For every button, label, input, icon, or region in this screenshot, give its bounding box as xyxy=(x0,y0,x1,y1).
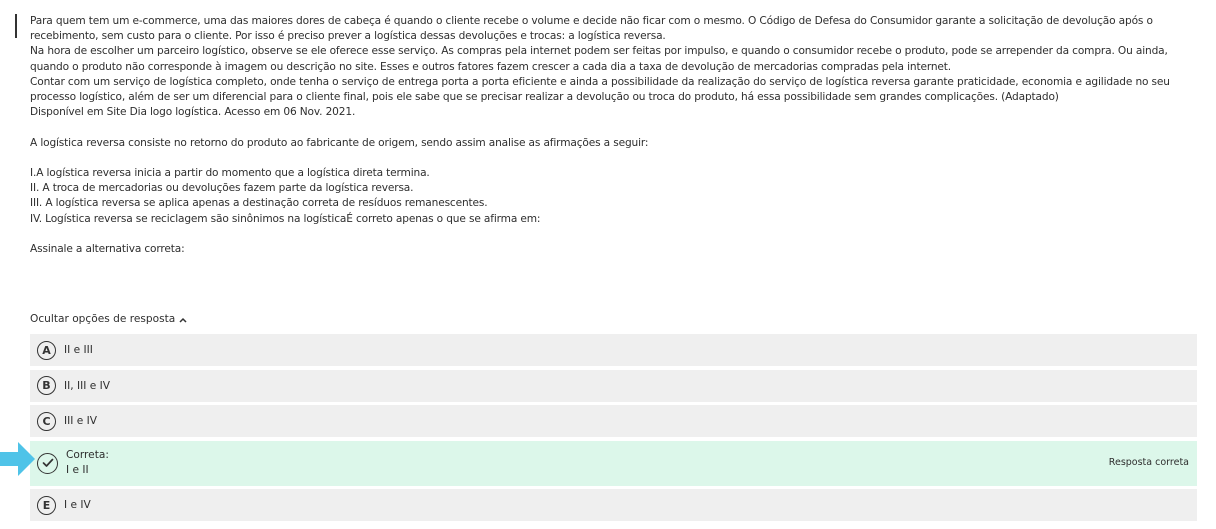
question-prompt: A logística reversa consiste no retorno do produto ao fabricante de origem, sendo assim analise as afirmações a seguir: xyxy=(30,136,649,149)
correct-answer-status: Resposta correta xyxy=(1108,456,1189,468)
source-citation: Disponível em Site Dia logo logística. Acesso em 06 Nov. 2021. xyxy=(30,106,356,119)
paragraph-3: Contar com um serviço de logística completo, onde tenha o serviço de entrega porta a porta eficiente e ainda a possibilidade da realização do serviço de logística reversa garante praticidade, economia e agilidade no seu processo logístico, além de ser um diferencial para o cliente final, pois ele sabe que se precisar realizar a devolução ou troca do produto, há essa possibilidade sem grandes complicações. (Adaptado) xyxy=(30,75,1170,104)
chevron-up-icon xyxy=(179,317,187,323)
statement-3: III. A logística reversa se aplica apenas a destinação correta de resíduos remanescentes. xyxy=(30,197,488,210)
option-text: I e IV xyxy=(64,499,91,511)
toggle-label: Ocultar opções de resposta xyxy=(30,313,176,325)
answer-options xyxy=(30,334,1197,525)
statement-2: II. A troca de mercadorias ou devoluções fazem parte da logística reversa. xyxy=(30,182,414,195)
statement-1: I.A logística reversa inicia a partir do momento que a logística direta termina. xyxy=(30,167,430,179)
option-e[interactable] xyxy=(30,489,1197,521)
option-letter-circle: A xyxy=(37,341,56,360)
option-letter-circle: B xyxy=(37,376,56,395)
option-text: II, III e IV xyxy=(64,379,110,392)
question-text xyxy=(30,14,1200,257)
correct-label: Correta: xyxy=(66,449,109,461)
arrow-right-icon xyxy=(0,440,36,482)
instruction: Assinale a alternativa correta: xyxy=(30,243,185,255)
option-letter-circle: E xyxy=(37,496,56,515)
option-text: III e IV xyxy=(64,415,97,427)
option-text: I e II xyxy=(66,464,89,476)
option-c[interactable] xyxy=(30,405,1197,437)
option-a[interactable] xyxy=(30,334,1197,366)
hide-options-toggle[interactable] xyxy=(30,312,187,327)
paragraph-2: Na hora de escolher um parceiro logístico, observe se ele oferece esse serviço. As compras pela internet podem ser feitas por impulso, e quando o consumidor recebe o produto, pode se arrepender da compra. Ou ainda, quando o produto não corresponde à imagem ou descrição no site. Esses e outros fatores fazem crescer a cada dia a taxa de devolução de mercadorias compradas pela internet. xyxy=(30,45,1168,73)
paragraph-1: Para quem tem um e-commerce, uma das maiores dores de cabeça é quando o cliente recebe o volume e decide não ficar com o mesmo. O Código de Defesa do Consumidor garante a solicitação de devolução após o recebimento, sem custo para o cliente. Por isso é preciso prever a logística dessas devoluções e trocas: a logística reversa. xyxy=(30,15,1153,43)
statement-4: IV. Logística reversa se reciclagem são sinônimos na logísticaÉ correto apenas o que se afirma em: xyxy=(30,212,541,225)
option-text: II e III xyxy=(64,344,93,356)
check-icon xyxy=(37,453,58,474)
option-letter-circle: C xyxy=(37,412,56,431)
option-b[interactable] xyxy=(30,370,1197,402)
question-left-border xyxy=(15,14,17,38)
option-d-correct[interactable] xyxy=(30,441,1197,486)
